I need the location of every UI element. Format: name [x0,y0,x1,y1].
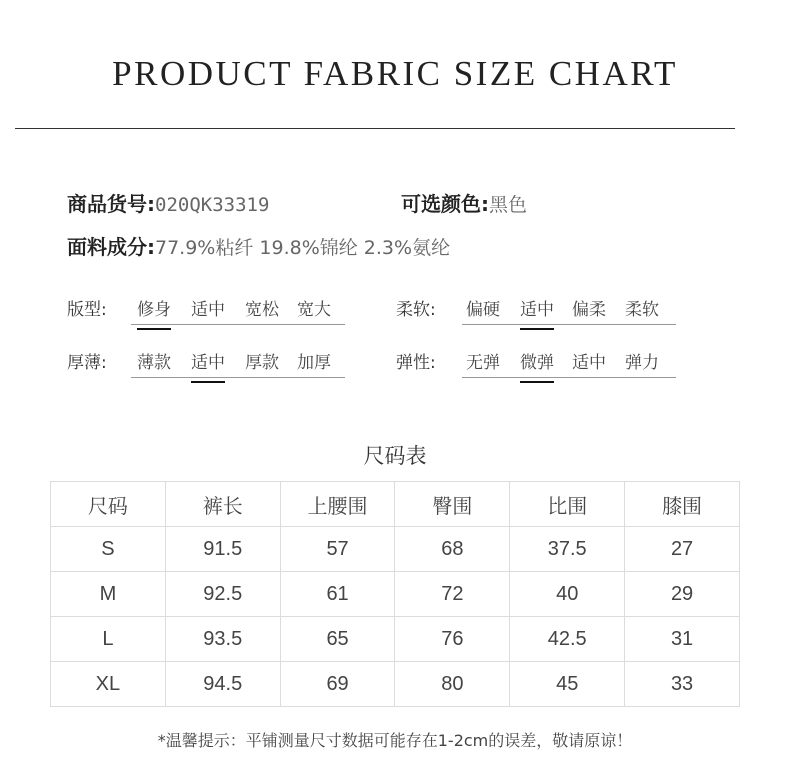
table-cell: 31 [625,617,740,662]
table-cell: 80 [395,662,510,707]
product-code-value: 020QK33319 [155,194,270,216]
table-cell: 40 [510,572,625,617]
fit-options [131,295,345,325]
table-header-row [51,482,740,527]
fabric-label: 面料成分: [67,235,155,259]
table-row [51,662,740,707]
size-table-title: 尺码表 [363,444,427,468]
page-title: PRODUCT FABRIC SIZE CHART [112,54,678,93]
color-row [401,188,527,217]
thickness-label: 厚薄: [67,353,107,373]
softness-option: 偏柔 [572,300,606,320]
thickness-option: 薄款 [137,353,171,373]
table-row [51,617,740,662]
table-cell: 94.5 [165,662,280,707]
softness-options [462,295,676,325]
table-cell: 65 [280,617,395,662]
table-cell: 69 [280,662,395,707]
table-cell: 76 [395,617,510,662]
table-cell: 45 [510,662,625,707]
softness-label: 柔软: [396,300,436,320]
table-cell: M [51,572,166,617]
product-code-row [67,188,269,217]
table-header-cell: 比围 [510,482,625,527]
color-value: 黑色 [489,194,528,216]
elasticity-option: 微弹 [520,348,554,373]
table-cell: 68 [395,527,510,572]
table-cell: 91.5 [165,527,280,572]
table-cell: 61 [280,572,395,617]
elasticity-label: 弹性: [396,353,436,373]
table-cell: 92.5 [165,572,280,617]
table-cell: 57 [280,527,395,572]
table-header-cell: 膝围 [625,482,740,527]
table-header-cell: 臀围 [395,482,510,527]
fit-option: 宽大 [297,300,331,320]
table-cell: 29 [625,572,740,617]
table-cell: 42.5 [510,617,625,662]
thickness-option: 适中 [191,348,225,373]
fit-label: 版型: [67,300,107,320]
table-cell: 33 [625,662,740,707]
table-header-cell: 上腰围 [280,482,395,527]
table-cell: XL [51,662,166,707]
title-divider [15,128,735,129]
thickness-options [131,348,345,378]
table-cell: 72 [395,572,510,617]
softness-option: 偏硬 [466,300,500,320]
softness-option: 柔软 [625,300,659,320]
thickness-option: 厚款 [245,353,279,373]
table-cell: S [51,527,166,572]
elasticity-option: 适中 [572,353,606,373]
fit-option: 宽松 [245,300,279,320]
fabric-value: 77.9%粘纤 19.8%锦纶 2.3%氨纶 [155,237,451,259]
product-code-label: 商品货号: [67,192,155,216]
elasticity-options [462,348,676,378]
table-cell: 37.5 [510,527,625,572]
size-table [50,481,740,707]
table-row [51,572,740,617]
measurement-note: *温馨提示：平铺测量尺寸数据可能存在1-2cm的误差，敬请原谅！ [157,731,633,750]
elasticity-option: 无弹 [466,353,500,373]
color-label: 可选颜色: [401,192,489,216]
softness-option: 适中 [520,295,554,320]
table-row [51,527,740,572]
elasticity-option: 弹力 [625,353,659,373]
table-cell: L [51,617,166,662]
table-header-cell: 裤长 [165,482,280,527]
fabric-row [67,231,450,260]
table-cell: 93.5 [165,617,280,662]
table-header-cell: 尺码 [51,482,166,527]
table-cell: 27 [625,527,740,572]
fit-option: 适中 [191,300,225,320]
thickness-option: 加厚 [297,353,331,373]
fit-option: 修身 [137,295,171,320]
